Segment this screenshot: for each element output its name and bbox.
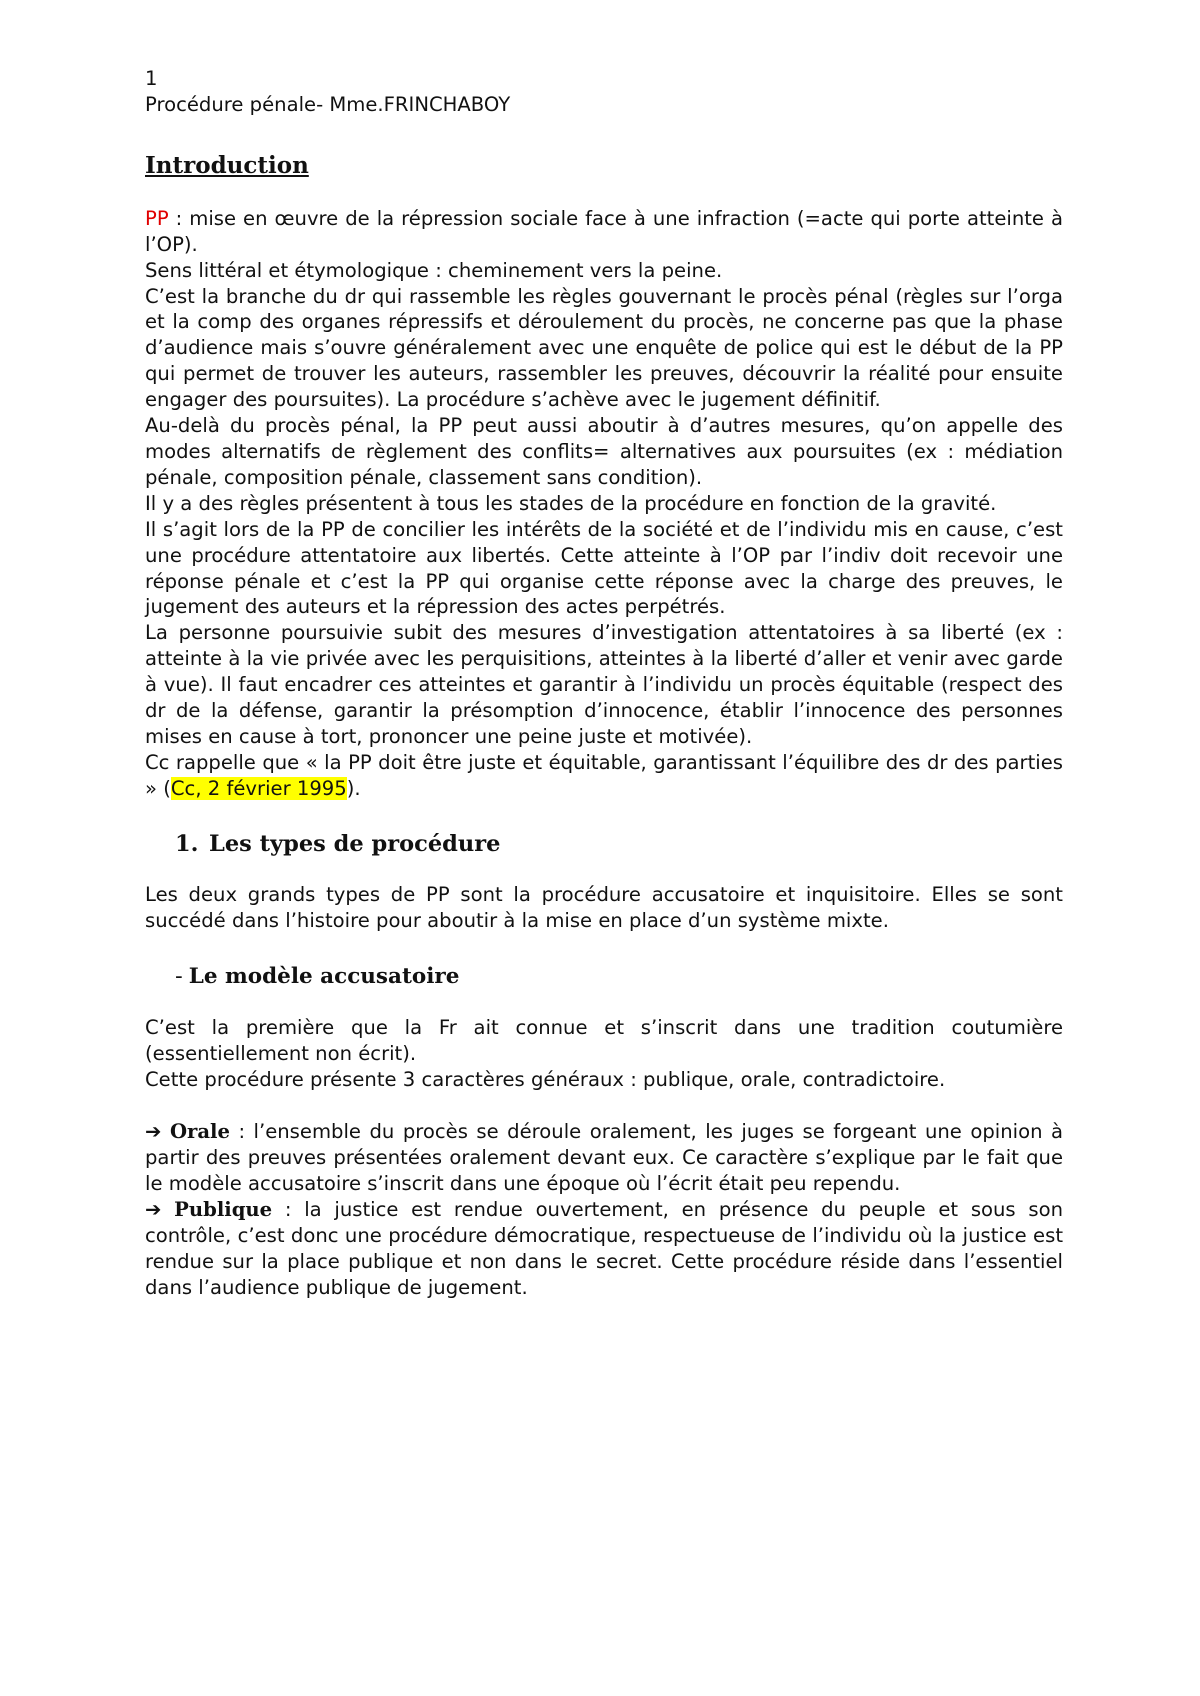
orale-label: Orale	[169, 1120, 230, 1144]
arrow-icon: ➔	[145, 1120, 162, 1144]
pp-definition-text: : mise en œuvre de la répression sociale face à une infraction (=acte qui porte atteinte à l’OP).	[145, 206, 1063, 256]
intro-paragraph-7: La personne poursuivie subit des mesures d’investigation attentatoires à sa liberté (ex : atteinte à la vie privée avec les perquisitions, atteintes à la liberté d’aller et venir avec garde à vue). Il faut encadrer ces atteintes et garantir à l’individu un procès équitable (respect des dr de la défense, garantir la présomption d’innocence, établir l’innocence des personnes mises en cause à tort, prononcer une peine juste et motivée).	[145, 621, 1063, 748]
page-title: Introduction	[145, 151, 309, 179]
intro-paragraph-4: Au-delà du procès pénal, la PP peut aussi aboutir à d’autres mesures, qu’on appelle des modes alternatifs de règlement des conflits= alternatives aux poursuites (ex : médiation pénale, composition pénale, classement sans condition).	[145, 414, 1063, 489]
subsection-paragraph-2: Cette procédure présente 3 caractères généraux : publique, orale, contradictoire.	[145, 1068, 946, 1092]
intro-paragraph-8	[145, 750, 1063, 802]
dash-bullet: -	[175, 964, 183, 990]
subsection-title: Le modèle accusatoire	[188, 964, 460, 990]
orale-paragraph	[145, 1119, 1063, 1197]
publique-text: : la justice est rendue ouvertement, en présence du peuple et sous son contrôle, c’est donc une procédure démocratique, respectueuse de l’individu où la justice est rendue sur la place publique et non dans le secret. Cette procédure réside dans l’essentiel dans l’audience publique de jugement.	[145, 1197, 1063, 1299]
course-header: Procédure pénale- Mme.FRINCHABOY	[145, 92, 511, 116]
quote-end: ).	[346, 776, 361, 800]
section-title: Les types de procédure	[209, 830, 501, 857]
intro-paragraph-3: C’est la branche du dr qui rassemble les règles gouvernant le procès pénal (règles sur l’orga et la comp des organes répressifs et déroulement du procès, ne concerne pas que la phase d’audience mais s’ouvre généralement avec une enquête de police qui est le début de la PP qui permet de trouver les auteurs, rassembler les preuves, découvrir la réalité pour ensuite engager des poursuites). La procédure s’achève avec le jugement définitif.	[145, 284, 1063, 412]
arrow-icon: ➔	[145, 1197, 162, 1221]
page-number: 1	[145, 67, 158, 90]
subsection-heading	[175, 963, 1063, 991]
document-page	[145, 66, 1063, 1301]
orale-text: : l’ensemble du procès se déroule oralement, les juges se forgeant une opinion à partir des preuves présentées oralement devant eux. Ce caractère s’explique par le fait que le modèle accusatoire s’inscrit dans une époque où l’écrit était peu rependu.	[145, 1120, 1063, 1195]
intro-paragraph-2: Sens littéral et étymologique : cheminement vers la peine.	[145, 258, 723, 282]
intro-paragraph-6: Il s’agit lors de la PP de concilier les intérêts de la société et de l’individu mis en cause, c’est une procédure attentatoire aux libertés. Cette atteinte à l’OP par l’indiv doit recevoir une réponse pénale et c’est la PP qui organise cette réponse avec la charge des preuves, le jugement des auteurs et la répression des actes perpétrés.	[145, 517, 1063, 619]
highlighted-citation: Cc, 2 février 1995	[170, 776, 347, 800]
subsection-paragraph-1: C’est la première que la Fr ait connue et s’inscrit dans une tradition coutumière (essentiellement non écrit).	[145, 1016, 1063, 1066]
quote-text: Cc rappelle que « la PP doit être juste et équitable, garantissant l’équilibre des dr des parties » (	[145, 750, 1063, 800]
publique-label: Publique	[174, 1197, 273, 1221]
pp-term: PP	[145, 206, 169, 230]
section-number: 1.	[175, 830, 199, 857]
pp-definition	[145, 206, 1063, 258]
section-heading	[175, 830, 1063, 858]
publique-paragraph	[145, 1197, 1063, 1301]
section-paragraph: Les deux grands types de PP sont la procédure accusatoire et inquisitoire. Elles se sont succédé dans l’histoire pour aboutir à la mise en place d’un système mixte.	[145, 882, 1063, 932]
intro-paragraph-5: Il y a des règles présentent à tous les stades de la procédure en fonction de la gravité.	[145, 491, 997, 515]
